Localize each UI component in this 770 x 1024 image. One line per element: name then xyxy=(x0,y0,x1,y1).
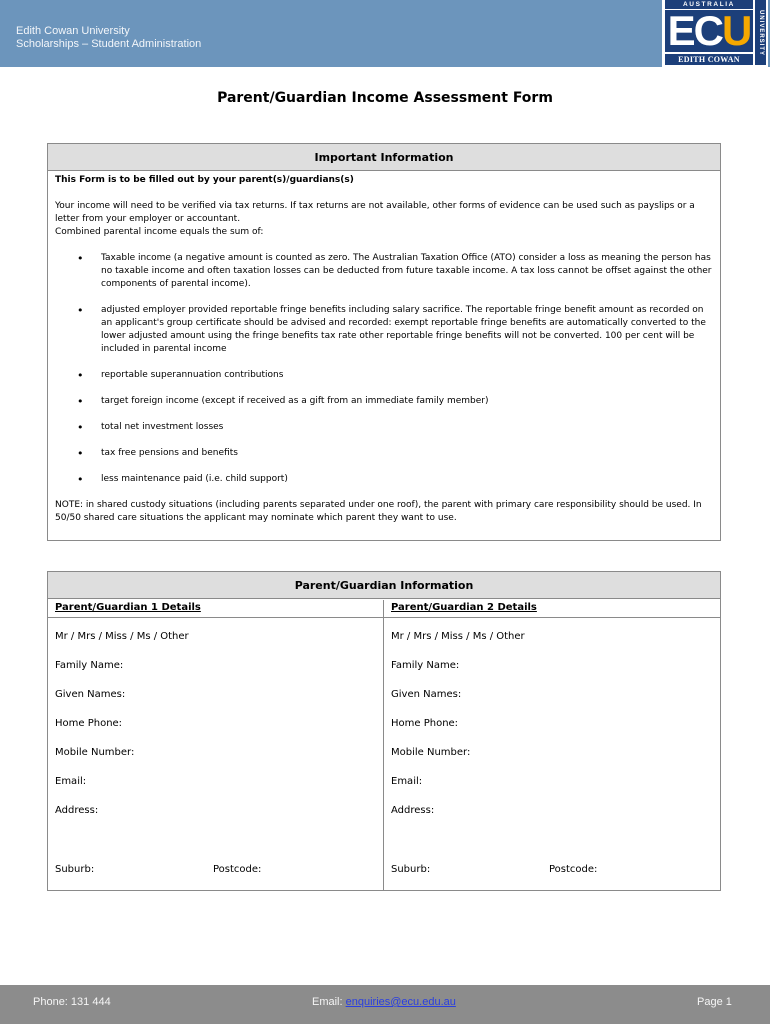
intro-text: This Form is to be filled out by your parent(s)/guardians(s) xyxy=(55,175,354,185)
logo-country: AUSTRALIA xyxy=(665,0,753,9)
footer-email: Email: enquiries@ecu.edu.au xyxy=(312,996,456,1008)
header-text xyxy=(16,25,201,51)
important-information-box xyxy=(47,143,721,541)
parent-guardian-information-box xyxy=(47,571,721,891)
parent-guardian-1-title: Parent/Guardian 1 Details xyxy=(48,600,383,618)
title-field[interactable]: Mr / Mrs / Miss / Ms / Other xyxy=(391,631,525,642)
ecu-logo xyxy=(662,0,768,67)
given-names-field[interactable]: Given Names: xyxy=(391,689,462,700)
university-name: Edith Cowan University xyxy=(16,25,130,37)
postcode-field[interactable]: Postcode: xyxy=(213,864,262,875)
address-field[interactable]: Address: xyxy=(391,805,435,816)
title-field[interactable]: Mr / Mrs / Miss / Ms / Other xyxy=(55,631,189,642)
list-item: • adjusted employer provided reportable fringe benefits including salary sacrifice. The reportable fringe benefit amount as recorded on an applicant's group certificate should be advised and recorded: exempt reportable fringe benefits are automatically converted to the lower adjusted amount using the fringe benefits tax rate other reportable fringe benefits will not be converted. 100 per cent will be included in parental income xyxy=(55,304,713,356)
page-number: Page 1 xyxy=(697,996,732,1008)
note-text: NOTE: in shared custody situations (including parents separated under one roof), the parent with primary care responsibility should be used. In 50/50 shared care situations the applicant may nominate which parent they want to use. xyxy=(55,500,702,523)
list-item: • less maintenance paid (i.e. child support) xyxy=(55,473,713,486)
mobile-number-field[interactable]: Mobile Number: xyxy=(55,747,135,758)
logo-mark: ECU xyxy=(665,10,753,52)
email-link[interactable]: enquiries@ecu.edu.au xyxy=(345,996,456,1008)
logo-side-strip: UNIVERSITY xyxy=(755,0,766,65)
important-information-heading: Important Information xyxy=(48,144,720,171)
list-item: • Taxable income (a negative amount is counted as zero. The Australian Taxation Office (ATO) consider a loss as meaning the person has no taxable income and often taxation losses can be deducted from future taxable income. A tax loss cannot be offset against the other components of parental income). xyxy=(55,252,713,291)
list-item: • target foreign income (except if received as a gift from an immediate family member) xyxy=(55,395,713,408)
verification-text: Your income will need to be verified via tax returns. If tax returns are not available, other forms of evidence can be used such as payslips or a letter from your employer or accountant. xyxy=(55,201,695,224)
mobile-number-field[interactable]: Mobile Number: xyxy=(391,747,471,758)
home-phone-field[interactable]: Home Phone: xyxy=(391,718,459,729)
list-item: • reportable superannuation contributions xyxy=(55,369,713,382)
parent-guardian-information-heading: Parent/Guardian Information xyxy=(48,572,720,599)
home-phone-field[interactable]: Home Phone: xyxy=(55,718,123,729)
address-field[interactable]: Address: xyxy=(55,805,99,816)
parent-guardian-2-column xyxy=(384,600,720,891)
list-item: • tax free pensions and benefits xyxy=(55,447,713,460)
logo-name: EDITH COWAN xyxy=(665,54,753,65)
email-field[interactable]: Email: xyxy=(55,776,87,787)
important-information-body xyxy=(48,171,720,528)
income-components-list xyxy=(55,252,713,486)
family-name-field[interactable]: Family Name: xyxy=(55,660,124,671)
combined-income-text: Combined parental income equals the sum of: xyxy=(55,227,264,237)
page-header xyxy=(0,0,770,67)
family-name-field[interactable]: Family Name: xyxy=(391,660,460,671)
email-field[interactable]: Email: xyxy=(391,776,423,787)
parent-guardian-1-column xyxy=(48,600,384,891)
parent-guardian-2-title: Parent/Guardian 2 Details xyxy=(384,600,720,618)
suburb-field[interactable]: Suburb: xyxy=(391,864,431,875)
given-names-field[interactable]: Given Names: xyxy=(55,689,126,700)
footer-phone: Phone: 131 444 xyxy=(33,996,111,1008)
department-name: Scholarships – Student Administration xyxy=(16,38,202,50)
page-footer xyxy=(0,985,770,1024)
page-title: Parent/Guardian Income Assessment Form xyxy=(217,90,553,106)
suburb-field[interactable]: Suburb: xyxy=(55,864,95,875)
list-item: • total net investment losses xyxy=(55,421,713,434)
postcode-field[interactable]: Postcode: xyxy=(549,864,598,875)
